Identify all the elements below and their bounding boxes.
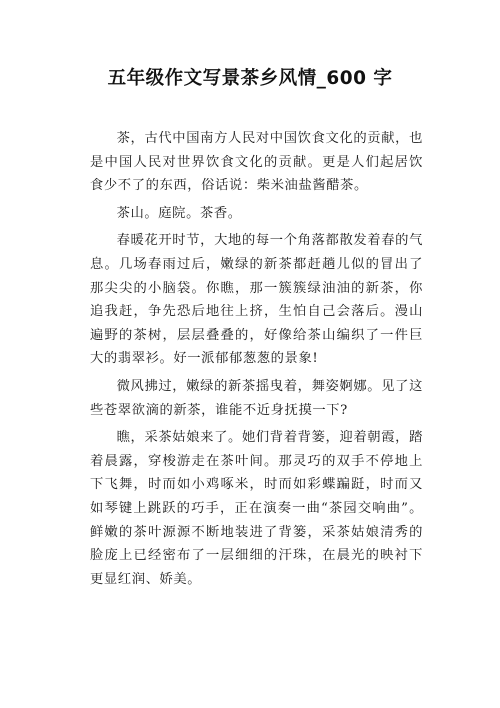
paragraph-4: 微风拂过，嫩绿的新茶摇曳着，舞姿婀娜。见了这些苍翠欲滴的新茶，谁能不近身抚摸一下? [90,378,423,418]
paragraph-3: 春暖花开时节，大地的每一个角落都散发着春的气息。几场春雨过后，嫩绿的新茶都赶趟儿似的冒出了那尖尖的小脑袋。你瞧，那一簇簇绿油油的新茶，你追我赶，争先恐后地往上挤，生怕自己会落后。漫山遍野的茶树，层层叠叠的，好像给茶山编织了一件巨大的翡翠衫。好一派郁郁葱葱的景象! [90,233,423,367]
paragraph-5: 瞧，采茶姑娘来了。她们背着背篓，迎着朝霞，踏着晨露，穿梭游走在茶叶间。那灵巧的双手不停地上下飞舞，时而如小鸡啄米，时而如彩蝶蹁跹，时而又如琴键上跳跃的巧手，正在演奏一曲“茶园交响曲”。鲜嫩的茶叶源源不断地装进了背篓，采茶姑娘清秀的脸庞上已经密布了一层细细的汗珠，在晨光的映衬下更显红润、娇美。 [90,430,423,587]
document-body [90,127,423,595]
document-title: 五年级作文写景茶乡风情_600 字 [107,68,393,89]
paragraph-1: 茶，古代中国南方人民对中国饮食文化的贡献，也是中国人民对世界饮食文化的贡献。更是人们起居饮食少不了的东西，俗话说：柴米油盐酱醋茶。 [90,131,423,194]
paragraph-2: 茶山。庭院。茶香。 [116,205,242,221]
